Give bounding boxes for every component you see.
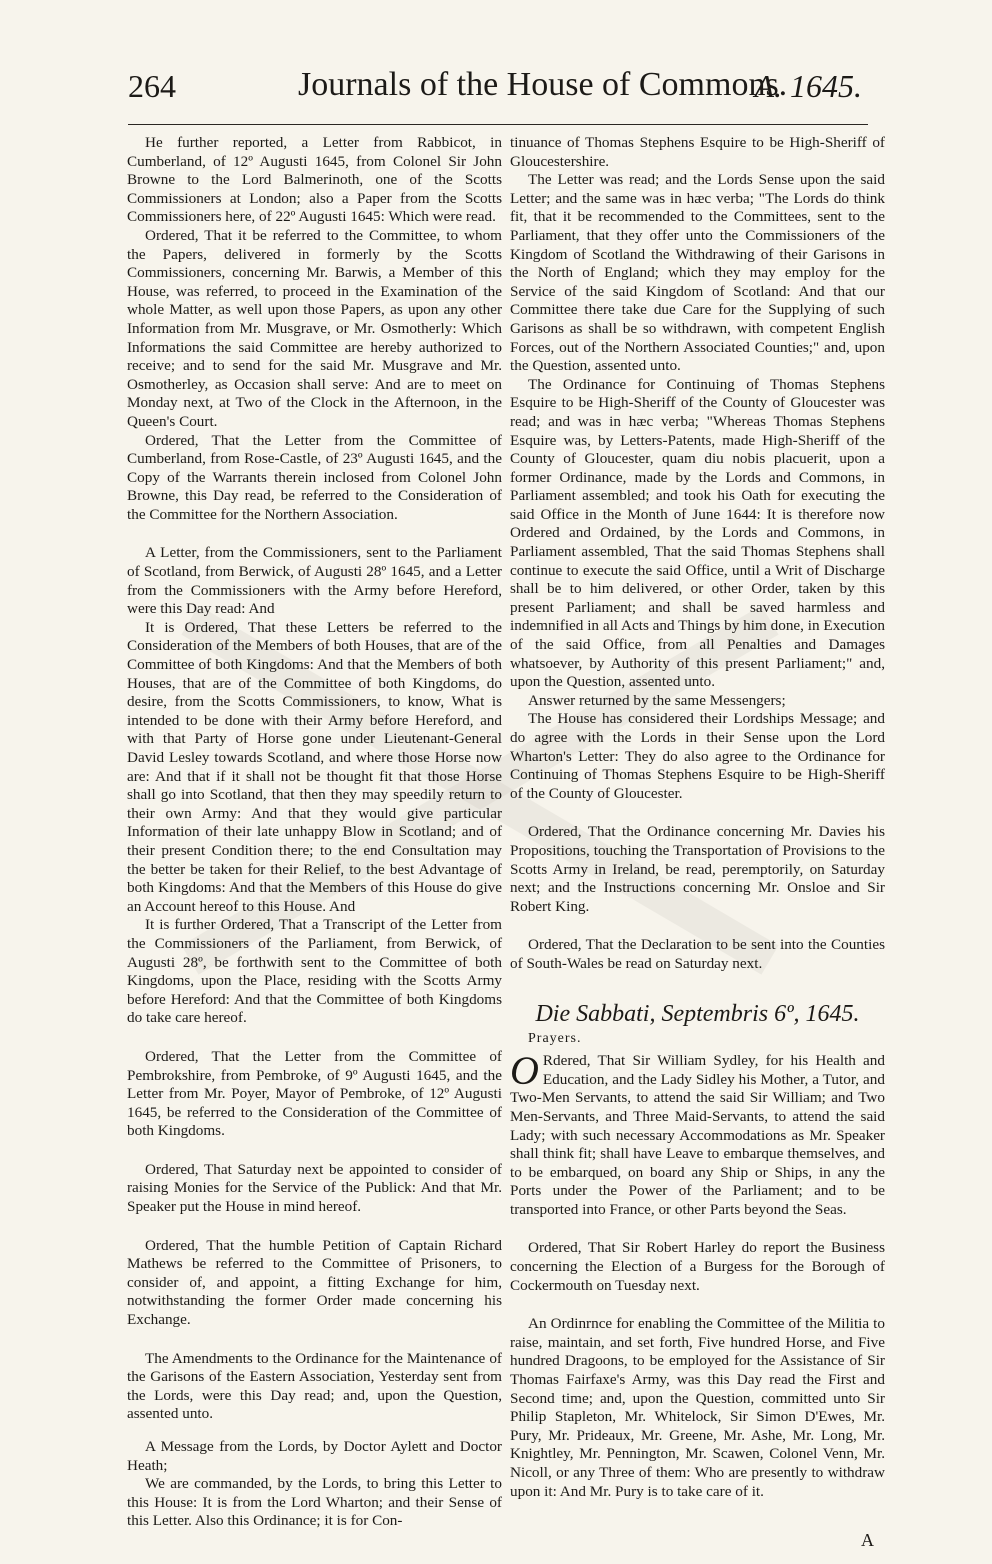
drop-cap: O [510, 1048, 539, 1094]
paragraph: Ordered, That Sir Robert Harley do report the Business concerning the Election of a Burgess for the Borough of Cockermouth on Tuesday next. [510, 1239, 885, 1294]
paragraph: A Message from the Lords, by Doctor Aylett and Doctor Heath; [127, 1438, 502, 1474]
paragraph-text: Rdered, That Sir William Sydley, for his Health and Education, and the Lady Sidley his Mother, a Tutor, and Two-Men Servants, to attend the said Sir William; and Two Men-Servants, and Three Maid-Servants, to attend the said Lady; with such necessary Accommodations as Mr. Speaker shall think fit; shall have Leave to embarque themselves, and to be embarqued, on board any Ship or Ships, in any the Ports under the Power of the Parliament; and to be transported into France, or other Parts beyond the Seas. [510, 1052, 885, 1218]
paragraph: Answer returned by the same Messengers; [528, 691, 786, 709]
prayers-label: Prayers. [528, 1030, 582, 1046]
paragraph: The Ordinance for Continuing of Thomas Stephens Esquire to be High-Sheriff of the County of Gloucester was read; and was in hæc verba; "Whereas Thomas Stephens Esquire was, by Letters-Patents, made High-Sheriff of the County of Gloucester, quam diu nobis placuerit, upon a former Ordinance, made by the Lords and Commons, in Parliament assembled; and took his Oath for executing the said Office in the Month of June 1644: It is therefore now Ordered and Ordained, by the Lords and Commons, in Parliament assembled, That the said Thomas Stephens shall continue to execute the said Office, until a Writ of Discharge shall be to him delivered, or other Order, taken by this present Parliament; and shall be saved harmless and indemnified in all Acts and Things by him done, in Execution of the said Office, from all Penalties and Damages whatsoever, by Authority of this present Parliament;" and, upon the Question, assented unto. [510, 375, 885, 691]
paragraph: He further reported, a Letter from Rabbicot, in Cumberland, of 12º Augusti 1645, from Colonel Sir John Browne to the Lord Balmerinoth, one of the Scotts Commissioners at London; also a Paper from the Scotts Commissioners here, of 22º Augusti 1645: Which were read. [127, 134, 502, 226]
paragraph: An Ordinrnce for enabling the Committee of the Militia to raise, maintain, and set forth, Five hundred Horse, and Five hundred Dragoons, to be employed for the Assistance of Sir Thomas Fairfaxe's Army, was this Day read the First and Second time; and, upon the Question, committed unto Sir Philip Stapleton, Mr. Whitelock, Sir Simon D'Ewes, Mr. Pury, Mr. Prideaux, Mr. Greene, Mr. Ashe, Mr. Long, Mr. Knightley, Mr. Pennington, Mr. Scawen, Colonel Venn, Mr. Nicoll, or any Three of them: Who are presently to withdraw upon it: And Mr. Pury is to take care of it. [510, 1315, 885, 1500]
paragraph: Ordered, That the Ordinance concerning Mr. Davies his Propositions, touching the Transportation of Provisions to the Scotts Army in Ireland, be read, peremptorily, on Saturday next; and the Instructions concerning Mr. Onsloe and Sir Robert King. [510, 823, 885, 915]
right-column [510, 134, 885, 1501]
sitting-heading: Die Sabbati, Septembris 6º, 1645. [535, 1000, 860, 1027]
journal-title: Journals of the House of Commons. [298, 66, 788, 103]
paragraph: Ordered, That Saturday next be appointed to consider of raising Monies for the Service of the Publick: And that Mr. Speaker put the House in mind hereof. [127, 1160, 502, 1216]
paragraph: We are commanded, by the Lords, to bring this Letter to this House: It is from the Lord Wharton; and their Sense of this Letter. Also this Ordinance; it is for Con- [127, 1475, 502, 1530]
paragraph: Ordered, That the Letter from the Committee of Pembrokshire, from Pembroke, of 9º Augusti 1645, and the Letter from Mr. Poyer, Mayor of Pembroke, of 12º Augusti 1645, be referred to the Consideration of the Committee of both Kingdoms. [127, 1047, 502, 1140]
paragraph: The Letter was read; and the Lords Sense upon the said Letter; and the same was in hæc verba; "The Lords do think fit, that it be recommended to the Committees, sent to the Parliament, that they offer unto the Commissioners of the Kingdom of Scotland the Withdrawing of their Garisons in the North of England; which they may employ for the Service of the said Kingdom of Scotland: And that our Committee there take due Care for the Supplying of such Garisons as shall be so withdrawn, with competent English Forces, out of the Northern Associated Counties;" and, upon the Question, assented unto. [510, 171, 885, 375]
paragraph: tinuance of Thomas Stephens Esquire to be High-Sheriff of Gloucestershire. [510, 134, 885, 170]
paragraph: The Amendments to the Ordinance for the Maintenance of the Garisons of the Eastern Association, Yesterday sent from the Lords, were this Day read; and, upon the Question, assented unto. [127, 1349, 502, 1423]
paragraph: Ordered, That it be referred to the Committee, to whom the Papers, delivered in formerly by the Scotts Commissioners, concerning Mr. Barwis, a Member of this House, was referred, to proceed in the Examination of the whole Matter, as well upon those Papers, as upon any other Information from Mr. Musgrave, or Mr. Osmotherly: Which Informations the said Committee are hereby authorized to receive; and to send for the said Mr. Musgrave and Mr. Osmotherley, as Occasion shall serve: And are to meet on Monday next, at Two of the Clock in the Afternoon, in the Queen's Court. [127, 226, 502, 430]
page-number: 264 [128, 68, 176, 104]
catchword: A [861, 1530, 874, 1550]
header-year: A. 1645. [754, 68, 862, 104]
paragraph: A Letter, from the Commissioners, sent to the Parliament of Scotland, from Berwick, of Augusti 28º 1645, and a Letter from the Commissioners with the Army before Hereford, were this Day read: And [127, 544, 502, 618]
sitting-first-paragraph [510, 1048, 885, 1219]
paragraph: It is Ordered, That these Letters be referred to the Consideration of the Members of both Houses, that are of the Committee of both Kingdoms: And that the Members of both Houses, that are of the Committee of both Kingdoms, do desire, from the Scotts Commissioners, to know, What is intended to be done with their Army before Hereford, and with that Party of Horse gone under Lieutenant-General David Lesley towards Scotland, and where those Horse now are: And that if it shall not be thought fit that those Horse shall go into Scotland, that then they may speedily return to their own Army: And that they would give particular Information of their late unhappy Blow in Scotland; and of their present Condition there; to the end Consultation may the better be taken for their Relief, to the best Advantage of both Kingdoms: And that the Members of this House do give an Account hereof to this House. And [127, 618, 502, 915]
paragraph: Ordered, That the Declaration to be sent into the Counties of South-Wales be read on Saturday next. [510, 936, 885, 972]
paragraph: Ordered, That the Letter from the Committee of Cumberland, from Rose-Castle, of 23º Augusti 1645, and the Copy of the Warrants therein inclosed from Colonel John Browne, this Day read, be referred to the Consideration of the Committee for the Northern Association. [127, 431, 502, 523]
running-header [128, 66, 868, 125]
paragraph: It is further Ordered, That a Transcript of the Letter from the Commissioners of the Parliament, from Berwick, of Augusti 28º, be forthwith sent to the Committee of both Kingdoms, upon the Place, residing with the Scotts Army before Hereford: And that the Committee of both Kingdoms do take care hereof. [127, 916, 502, 1027]
paragraph: The House has considered their Lordships Message; and do agree with the Lords in their Sense upon the Lord Wharton's Letter: They do also agree to the Ordinance for Continuing of Thomas Stephens Esquire to be High-Sheriff of the County of Gloucester. [510, 710, 885, 802]
paragraph: Ordered, That the humble Petition of Captain Richard Mathews be referred to the Committee of Prisoners, to consider of, and appoint, a fitting Exchange for him, notwithstanding the former Order made concerning his Exchange. [127, 1236, 502, 1329]
left-column [127, 134, 502, 1531]
